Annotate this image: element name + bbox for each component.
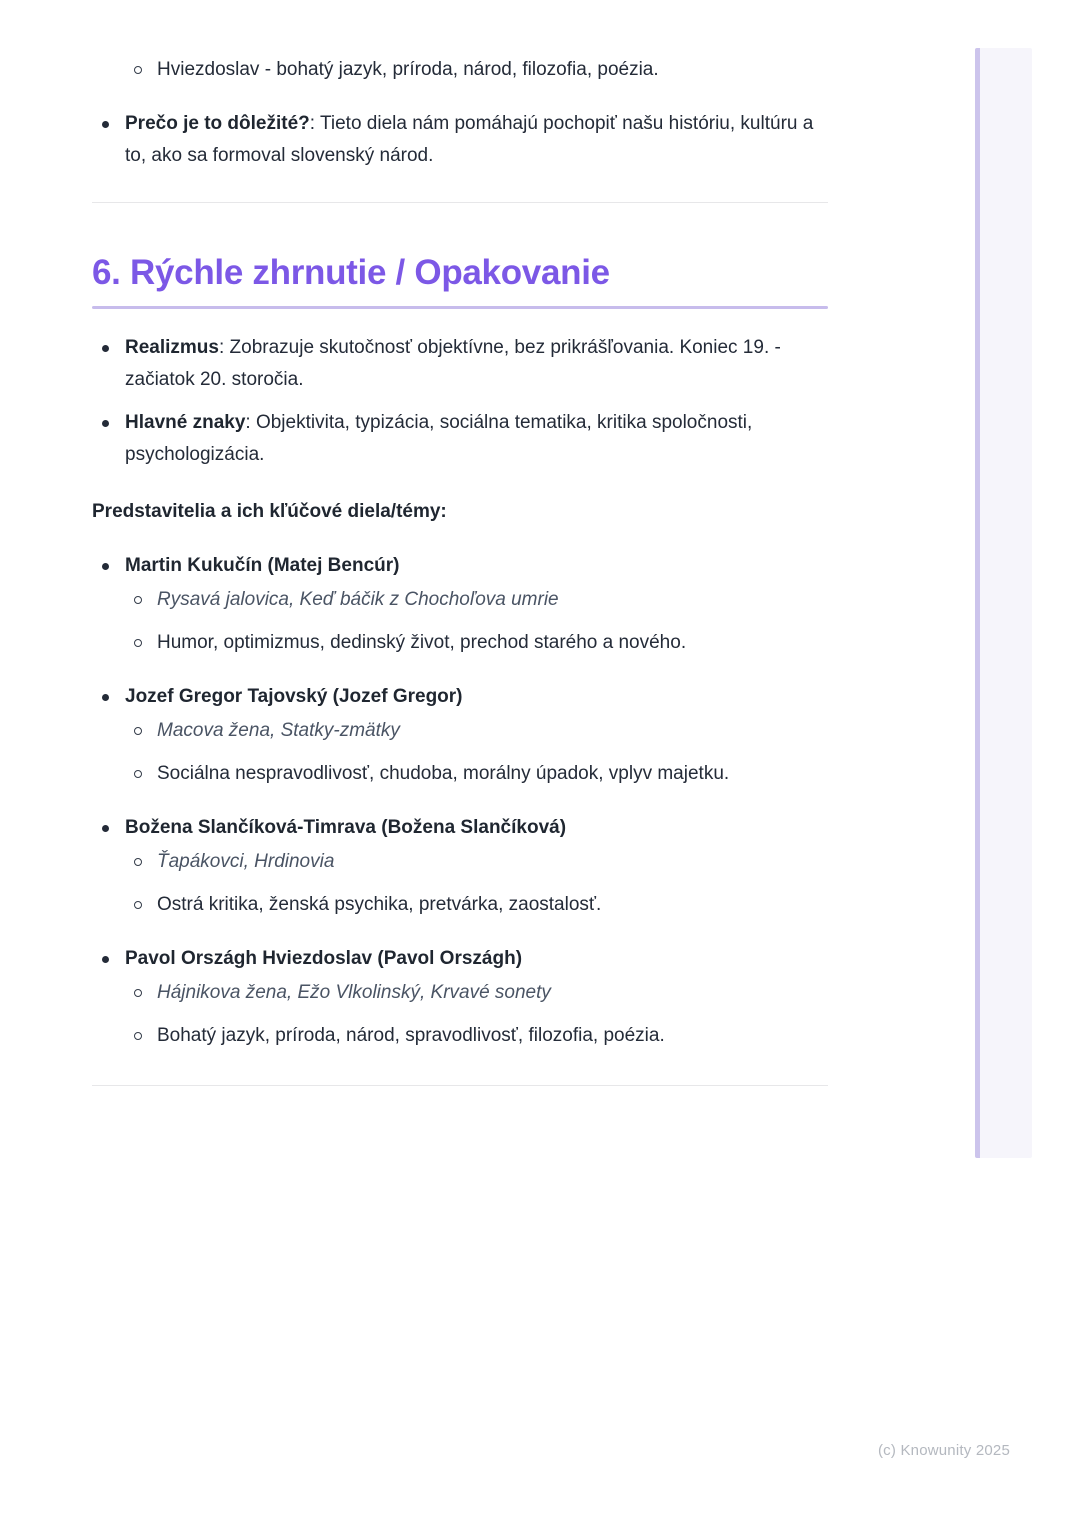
summary-label: Hlavné znaky	[125, 412, 246, 433]
summary-text: : Objektivita, typizácia, sociálna tematika, kritika spoločnosti, psychologizácia.	[125, 412, 753, 465]
author-works-text: Rysavá jalovica, Keď báčik z Chochoľova umrie	[157, 589, 559, 610]
list-item-author	[92, 550, 828, 582]
importance-label: Prečo je to dôležité?	[125, 113, 310, 134]
list-item-author	[92, 943, 828, 975]
disc-bullet-icon	[92, 681, 125, 701]
disc-bullet-icon	[92, 407, 125, 427]
list-item-text	[125, 108, 828, 172]
list-item-works	[133, 846, 828, 878]
author-themes-text: Ostrá kritika, ženská psychika, pretvárka, zaostalosť.	[157, 894, 602, 915]
circle-bullet-icon	[133, 715, 157, 735]
list-item-works	[133, 977, 828, 1009]
circle-bullet-icon	[133, 54, 157, 74]
disc-bullet-icon	[92, 108, 125, 128]
divider	[92, 1085, 828, 1086]
circle-bullet-icon	[133, 846, 157, 866]
list-item-themes	[133, 627, 828, 659]
heading-underline	[92, 306, 828, 309]
summary-label: Realizmus	[125, 337, 219, 358]
list-item-themes	[133, 889, 828, 921]
list-item-works	[133, 715, 828, 747]
list-item-themes	[133, 1020, 828, 1052]
disc-bullet-icon	[92, 943, 125, 963]
list-item-works	[133, 584, 828, 616]
circle-bullet-icon	[133, 889, 157, 909]
list-item-author	[92, 681, 828, 713]
circle-bullet-icon	[133, 758, 157, 778]
list-item-text	[125, 407, 828, 471]
circle-bullet-icon	[133, 1020, 157, 1040]
disc-bullet-icon	[92, 550, 125, 570]
disc-bullet-icon	[92, 812, 125, 832]
author-name: Božena Slančíková-Timrava (Božena Slančíková)	[125, 817, 567, 838]
author-works-text: Macova žena, Statky-zmätky	[157, 720, 400, 741]
list-item-text	[125, 332, 828, 396]
list-item	[133, 54, 828, 86]
list-item	[92, 108, 828, 172]
author-name: Martin Kukučín (Matej Bencúr)	[125, 555, 400, 576]
author-themes-text: Bohatý jazyk, príroda, národ, spravodlivosť, filozofia, poézia.	[157, 1025, 665, 1046]
author-name: Pavol Országh Hviezdoslav (Pavol Országh)	[125, 948, 523, 969]
section-heading: 6. Rýchle zhrnutie / Opakovanie	[92, 253, 610, 292]
author-name: Jozef Gregor Tajovský (Jozef Gregor)	[125, 686, 463, 707]
circle-bullet-icon	[133, 627, 157, 647]
subheading: Predstavitelia a ich kľúčové diela/témy:	[92, 501, 447, 522]
list-item-author	[92, 812, 828, 844]
author-works-text: Hájnikova žena, Ežo Vlkolinský, Krvavé sonety	[157, 982, 551, 1003]
importance-text: : Tieto diela nám pomáhajú pochopiť našu históriu, kultúru a to, ako sa formoval slovenský národ.	[125, 113, 814, 166]
list-item-themes	[133, 758, 828, 790]
copyright-footer: (c) Knowunity 2025	[877, 1442, 1010, 1459]
document-content	[92, 45, 828, 1086]
list-item-text: Hviezdoslav - bohatý jazyk, príroda, národ, filozofia, poézia.	[157, 59, 659, 80]
divider	[92, 202, 828, 203]
list-item	[92, 407, 828, 471]
author-themes-text: Humor, optimizmus, dedinský život, prechod starého a nového.	[157, 632, 687, 653]
author-works-text: Ťapákovci, Hrdinovia	[157, 851, 335, 872]
list-item	[92, 332, 828, 396]
circle-bullet-icon	[133, 584, 157, 604]
author-themes-text: Sociálna nespravodlivosť, chudoba, morálny úpadok, vplyv majetku.	[157, 763, 730, 784]
scrollbar-track[interactable]	[975, 48, 1032, 1158]
circle-bullet-icon	[133, 977, 157, 997]
disc-bullet-icon	[92, 332, 125, 352]
summary-text: : Zobrazuje skutočnosť objektívne, bez prikrášľovania. Koniec 19. - začiatok 20. storočia.	[125, 337, 781, 390]
